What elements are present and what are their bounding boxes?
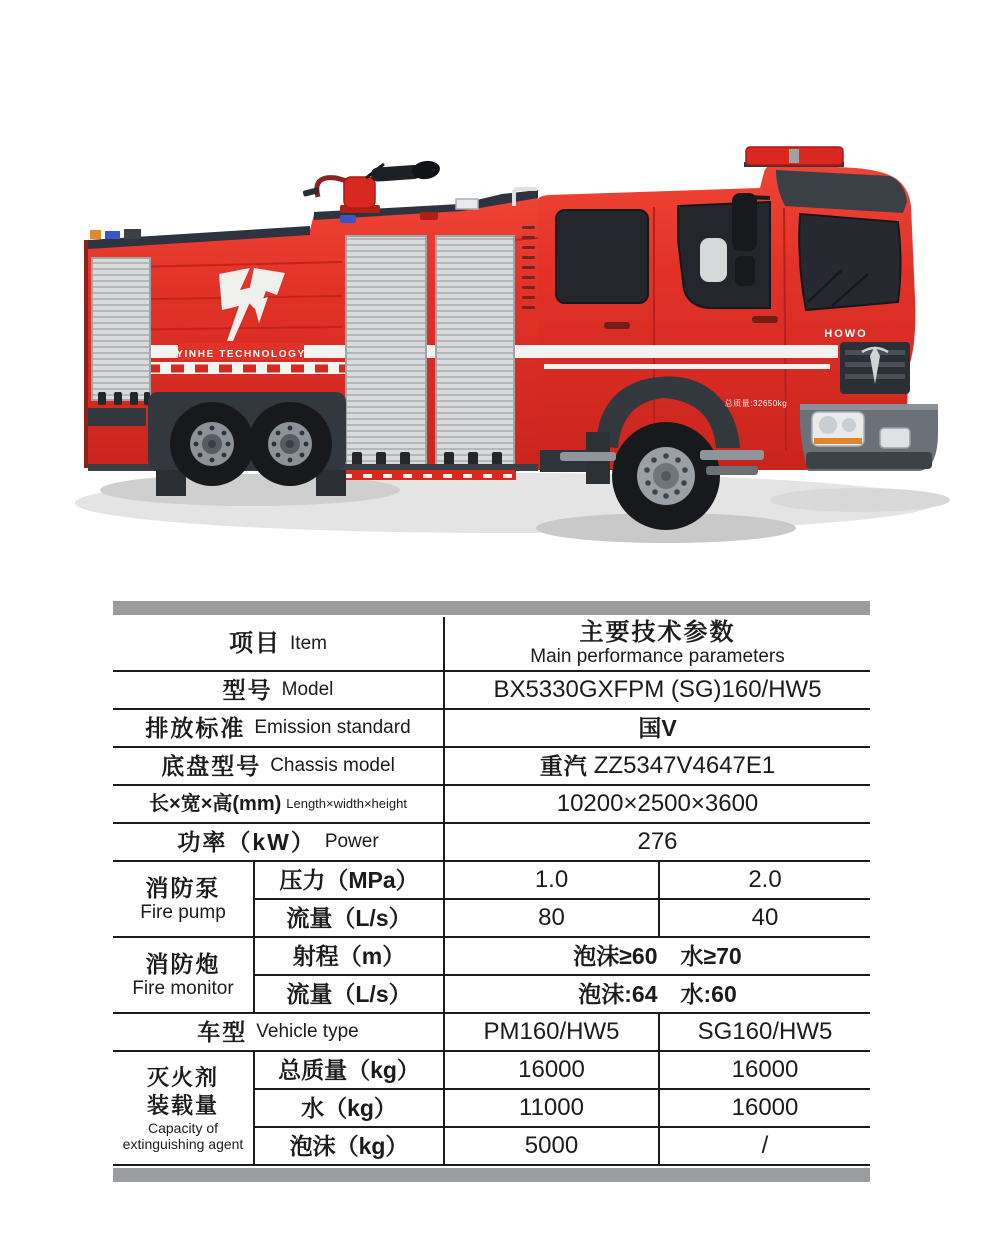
seat-headrest (700, 238, 727, 282)
group-fire-monitor (113, 938, 253, 1014)
crew-window (556, 210, 648, 303)
pump-pressure-v1: 1.0 (443, 862, 658, 900)
fire-truck-photo (0, 0, 998, 560)
fog-light (880, 428, 910, 448)
fire-truck-illustration (0, 0, 998, 560)
header-item-cell (113, 617, 443, 672)
door-handle (604, 322, 630, 329)
row-power-label (113, 824, 443, 862)
row-pump-flow-label: 流量（L/s） (253, 900, 443, 938)
model-zh: 型号 (222, 676, 273, 703)
row-emission-value: 国V (443, 710, 870, 748)
spec-table (113, 617, 870, 1166)
body-logo-text: YINHE TECHNOLOGY (176, 349, 306, 360)
chassis-value-latin: ZZ5347V4647E1 (593, 752, 776, 780)
group-capacity (113, 1052, 253, 1166)
fire-monitor-zh: 消防炮 (145, 951, 221, 978)
row-capacity-foam-label: 泡沫（kg） (253, 1128, 443, 1166)
chassis-value-zh: 重汽 (539, 752, 588, 779)
header-params-zh: 主要技术参数 (579, 619, 736, 647)
group-fire-pump (113, 862, 253, 938)
row-dimensions-label (113, 786, 443, 824)
dimensions-en: Length×width×height (286, 796, 407, 812)
pump-pressure-v2: 2.0 (658, 862, 870, 900)
capacity-foam-v2: / (658, 1128, 870, 1166)
power-zh: 功率（kW） (177, 828, 316, 855)
row-vehicle-type-label (113, 1014, 443, 1052)
spec-sheet (113, 601, 870, 1182)
row-chassis-label (113, 748, 443, 786)
header-params-en: Main performance parameters (530, 645, 785, 667)
vehicle-type-en: Vehicle type (256, 1021, 359, 1043)
capacity-water-v1: 11000 (443, 1090, 658, 1128)
dimensions-zh: 长×宽×高(mm) (149, 792, 282, 815)
cab-step (700, 450, 764, 460)
vehicle-type-v2: SG160/HW5 (658, 1014, 870, 1052)
roof-marker-red (420, 212, 438, 220)
pump-flow-v1: 80 (443, 900, 658, 938)
fire-pump-zh: 消防泵 (145, 875, 221, 902)
header-item-en: Item (290, 632, 327, 654)
capacity-total-v1: 16000 (443, 1052, 658, 1090)
body-vents (522, 226, 535, 309)
row-capacity-total-label: 总质量（kg） (253, 1052, 443, 1090)
rear-strobe-light (105, 231, 120, 239)
model-en: Model (281, 679, 334, 701)
capacity-en1: Capacity of (147, 1120, 219, 1136)
door-handle (752, 316, 778, 323)
axle-weight-note: 总质量:32650kg (724, 399, 788, 408)
row-pump-pressure-label: 压力（MPa） (253, 862, 443, 900)
emission-zh: 排放标准 (145, 714, 246, 741)
header-item-zh: 项目 (229, 629, 282, 657)
row-monitor-range-label: 射程（m） (253, 938, 443, 976)
table-bottom-bar (113, 1168, 870, 1182)
monitor-flow-value: 泡沫:64 水:60 (443, 976, 870, 1014)
capacity-zh2: 装载量 (146, 1093, 219, 1118)
headlight (812, 412, 864, 446)
rear-marker-light (90, 230, 101, 239)
pump-flow-v2: 40 (658, 900, 870, 938)
chassis-en: Chassis model (270, 755, 395, 777)
cab-step (706, 466, 758, 475)
crew-step (560, 452, 616, 461)
monitor-range-value: 泡沫≥60 水≥70 (443, 938, 870, 976)
table-top-bar (113, 601, 870, 615)
capacity-foam-v1: 5000 (443, 1128, 658, 1166)
header-params-cell (443, 617, 870, 672)
row-power-value: 276 (443, 824, 870, 862)
row-emission-label (113, 710, 443, 748)
row-monitor-flow-label: 流量（L/s） (253, 976, 443, 1014)
fire-pump-en: Fire pump (140, 902, 226, 924)
capacity-water-v2: 16000 (658, 1090, 870, 1128)
power-en: Power (324, 831, 379, 853)
fire-monitor-en: Fire monitor (132, 978, 234, 1000)
sun-visor (776, 170, 907, 213)
capacity-zh1: 灭火剂 (146, 1065, 219, 1090)
capacity-en2: extinguishing agent (122, 1136, 244, 1152)
chassis-zh: 底盘型号 (161, 752, 262, 779)
emission-en: Emission standard (254, 717, 411, 739)
row-dimensions-value: 10200×2500×3600 (443, 786, 870, 824)
roof-light-bar (744, 147, 844, 167)
row-model-value: BX5330GXFPM (SG)160/HW5 (443, 672, 870, 710)
vehicle-type-zh: 车型 (197, 1018, 248, 1045)
vehicle-type-v1: PM160/HW5 (443, 1014, 658, 1052)
row-chassis-value (443, 748, 870, 786)
roof-strobe-blue (340, 215, 356, 223)
row-capacity-water-label: 水（kg） (253, 1090, 443, 1128)
cab-badge-text: HOWO (824, 328, 868, 340)
row-model-label (113, 672, 443, 710)
capacity-total-v2: 16000 (658, 1052, 870, 1090)
fire-monitor-cannon (303, 159, 442, 213)
